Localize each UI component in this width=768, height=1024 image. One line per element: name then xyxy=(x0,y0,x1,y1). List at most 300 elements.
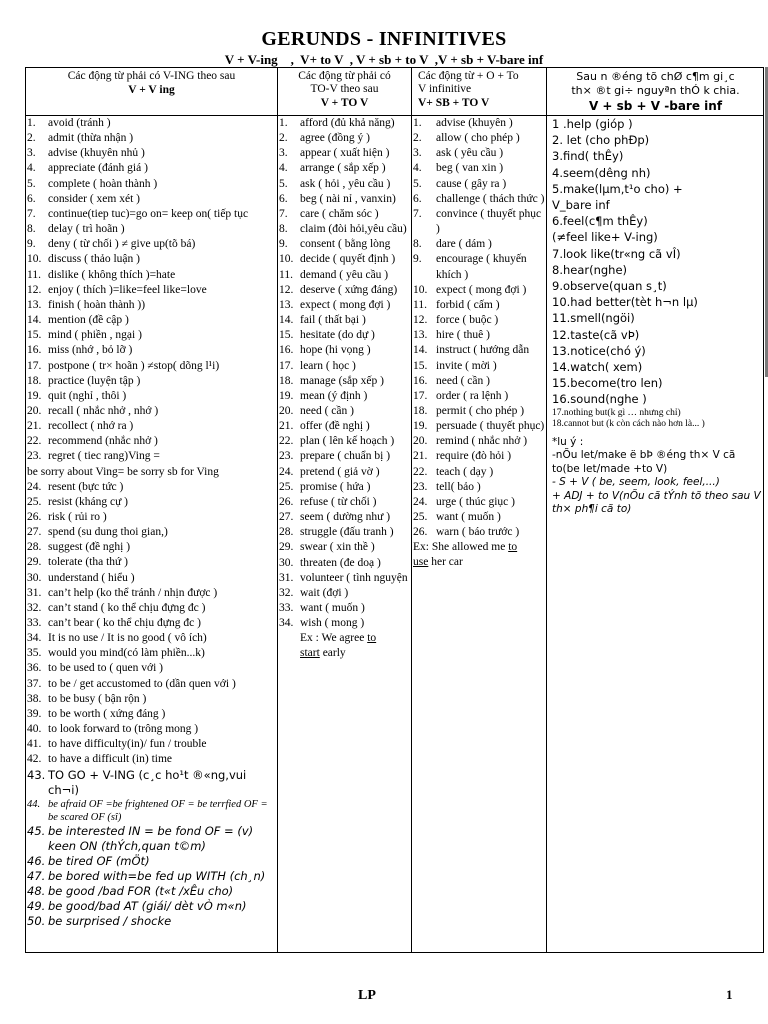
list-item xyxy=(412,252,546,282)
item-text: be interested IN = be fond OF = (v) keen ON (thÝch,quan t©m) xyxy=(48,823,254,853)
example-sentence xyxy=(278,631,411,661)
example-underlined: use xyxy=(413,556,429,569)
header-line: V infinitive xyxy=(418,83,472,95)
list-item xyxy=(26,449,277,464)
item-number: 10. xyxy=(413,283,428,296)
list-item xyxy=(278,525,411,540)
list-item xyxy=(278,177,411,192)
item-number: 4. xyxy=(27,162,36,175)
item-number: 28. xyxy=(27,541,42,554)
item-number: 19. xyxy=(279,389,294,402)
example-text: her car xyxy=(428,556,463,569)
item-number: 25. xyxy=(413,511,428,524)
list-item: 7.look like(tr«ng cã vÎ) xyxy=(552,246,681,261)
item-text: recommend (nhắc nhở ) xyxy=(48,435,158,448)
list-item xyxy=(412,298,546,313)
list-item xyxy=(26,752,277,767)
item-text: hesitate (do dự ) xyxy=(300,329,375,342)
item-number: 6. xyxy=(413,192,422,205)
item-text: ask ( yêu cầu ) xyxy=(436,147,504,160)
item-number: 25. xyxy=(27,495,42,508)
item-number: 21. xyxy=(27,420,42,433)
item-text: practice (luyện tập ) xyxy=(48,374,141,387)
item-number: 23. xyxy=(413,480,428,493)
list-item xyxy=(278,222,411,237)
item-number: 18. xyxy=(279,374,294,387)
item-text: to have a difficult (in) time xyxy=(48,753,173,766)
example-sentence xyxy=(412,540,546,570)
item-text: enjoy ( thích )=like=feel like=love xyxy=(48,283,207,296)
list-item xyxy=(412,177,546,192)
item-text: mind ( phiền , ngại ) xyxy=(48,329,142,342)
example-text: Ex : We agree xyxy=(300,632,368,645)
item-number: 37. xyxy=(27,677,42,690)
list-item: 14.watch( xem) xyxy=(552,360,643,375)
item-text: offer (đề nghị ) xyxy=(300,420,370,433)
item-number: 7. xyxy=(279,207,288,220)
item-text: allow ( cho phép ) xyxy=(436,132,520,145)
list-item xyxy=(26,404,277,419)
list-item xyxy=(278,540,411,555)
item-number: 26. xyxy=(413,526,428,539)
list-item xyxy=(26,677,277,692)
list-item xyxy=(278,556,411,571)
item-number: 32. xyxy=(27,601,42,614)
item-number: 3. xyxy=(27,147,36,160)
header-formula: V + sb + V -bare inf xyxy=(588,99,723,113)
item-number: 1. xyxy=(27,117,36,129)
verb-list xyxy=(26,824,277,929)
item-number: 23. xyxy=(279,450,294,463)
document-subtitle: V + V-ing , V+ to V , V + sb + to V ,V + sb + V-bare inf xyxy=(224,52,544,67)
item-text: seem ( dường như ) xyxy=(300,511,391,524)
list-item xyxy=(278,495,411,510)
item-text: permit ( cho phép ) xyxy=(436,404,525,417)
item-number: 22. xyxy=(279,435,294,448)
list-item xyxy=(278,131,411,146)
list-item xyxy=(412,480,546,495)
list-item: 11.smell(ngöi) xyxy=(552,311,635,326)
list-item: 6.feel(c¶m thÊy) xyxy=(552,214,648,229)
list-item xyxy=(412,374,546,389)
item-number: 12. xyxy=(279,283,294,296)
item-text: advise (khuyên ) xyxy=(436,117,513,129)
list-item xyxy=(26,899,277,914)
item-text: refuse ( từ chối ) xyxy=(300,495,377,508)
list-item xyxy=(278,252,411,267)
item-text: wait (đợi ) xyxy=(300,586,349,599)
item-number: 31. xyxy=(27,586,42,599)
footer-initials: LP xyxy=(358,988,376,1003)
list-item xyxy=(278,359,411,374)
item-text: urge ( thúc giục ) xyxy=(436,495,515,508)
item-number: 16. xyxy=(413,374,428,387)
item-text: consent ( bằng lòng xyxy=(300,238,391,251)
item-number: 18. xyxy=(413,404,428,417)
item-number: 13. xyxy=(413,329,428,342)
item-text: would you mind(có làm phiền...k) xyxy=(48,647,205,660)
list-item: 15.become(tro len) xyxy=(552,376,663,391)
list-item xyxy=(278,313,411,328)
item-text: discuss ( thảo luận ) xyxy=(48,253,140,266)
verb-list xyxy=(26,480,277,768)
example-text: Ex: She allowed me xyxy=(413,541,509,554)
item-number: 17. xyxy=(413,389,428,402)
item-text: cause ( gây ra ) xyxy=(436,177,507,190)
item-text: delay ( trì hoãn ) xyxy=(48,223,125,236)
list-item xyxy=(278,268,411,283)
list-item xyxy=(412,419,546,434)
item-number: 14. xyxy=(413,344,428,357)
list-item xyxy=(278,449,411,464)
item-number: 10. xyxy=(279,253,294,266)
header-formula: V + V ing xyxy=(128,84,175,96)
item-number: 31. xyxy=(279,571,294,584)
list-item xyxy=(26,328,277,343)
list-item xyxy=(26,869,277,884)
item-number: 5. xyxy=(413,177,422,190)
column-bare-inf xyxy=(547,68,764,952)
document-title: GERUNDS - INFINITIVES xyxy=(261,28,507,50)
item-text: recollect ( nhớ ra ) xyxy=(48,420,134,433)
item-number: 1. xyxy=(279,117,288,129)
item-text: to be used to ( quen với ) xyxy=(48,662,163,675)
item-number: 23. xyxy=(27,450,42,463)
item-number: 15. xyxy=(413,359,428,372)
item-text: mean (ý định ) xyxy=(300,389,368,402)
list-item xyxy=(26,510,277,525)
item-number: 47. xyxy=(27,868,46,883)
item-number: 8. xyxy=(279,223,288,236)
item-text: expect ( mong đợi ) xyxy=(300,298,391,311)
item-number: 45. xyxy=(27,823,46,838)
item-text: teach ( dạy ) xyxy=(436,465,494,478)
item-text: appear ( xuất hiện ) xyxy=(300,147,390,160)
item-number: 46. xyxy=(27,853,46,868)
item-number: 27. xyxy=(279,511,294,524)
list-item xyxy=(412,434,546,449)
item-number: 11. xyxy=(279,268,293,281)
list-item xyxy=(26,434,277,449)
item-number: 2. xyxy=(27,132,36,145)
item-text: hire ( thuê ) xyxy=(436,329,490,342)
list-item xyxy=(26,586,277,601)
list-item xyxy=(26,722,277,737)
verb-list xyxy=(412,116,546,540)
item-number: 9. xyxy=(279,238,288,251)
grammar-table xyxy=(25,67,764,953)
item-text: decide ( quyết định ) xyxy=(300,253,396,266)
list-item xyxy=(412,116,546,131)
note-line: be sorry about Ving= be sorry sb for Ving xyxy=(27,465,219,478)
item-text: be afraid OF =be frightened OF = be terrfied OF = be scared OF (sî) xyxy=(48,798,268,823)
item-number: 25. xyxy=(279,480,294,493)
list-item: 18.cannot but (k còn cách nào hơn là... ) xyxy=(552,418,705,429)
header-line: TO-V theo sau xyxy=(310,83,379,95)
list-item xyxy=(278,571,411,586)
list-item xyxy=(278,616,411,631)
notes-title: *lu ý : xyxy=(552,435,584,448)
list-item xyxy=(26,601,277,616)
item-number: 22. xyxy=(413,465,428,478)
list-item xyxy=(26,298,277,313)
item-number: 26. xyxy=(279,495,294,508)
item-number: 20. xyxy=(27,404,42,417)
item-number: 7. xyxy=(27,207,36,220)
list-item xyxy=(26,854,277,869)
list-item: 16.sound(nghe ) xyxy=(552,392,647,407)
list-item xyxy=(412,161,546,176)
item-text: want ( muốn ) xyxy=(436,511,501,524)
list-item xyxy=(26,313,277,328)
item-text: miss (nhớ , bỏ lỡ ) xyxy=(48,344,133,357)
item-number: 5. xyxy=(27,177,36,190)
item-text: TO GO + V-ING (c¸c ho¹t ®«ng,vui ch¬i) xyxy=(48,767,247,797)
item-number: 44. xyxy=(27,798,41,810)
list-item xyxy=(26,343,277,358)
item-text: tolerate (tha thứ ) xyxy=(48,556,128,569)
list-item xyxy=(412,283,546,298)
item-text: swear ( xin thề ) xyxy=(300,541,375,554)
header-line: Các động từ phải có V-ING theo sau xyxy=(67,70,236,82)
header-formula: V + TO V xyxy=(320,97,369,109)
item-text: prepare ( chuẩn bị ) xyxy=(300,450,391,463)
item-text: beg ( nài nỉ , vanxin) xyxy=(300,192,396,205)
list-item xyxy=(26,661,277,676)
list-item: 9.observe(quan s¸t) xyxy=(552,279,667,294)
item-text: persuade ( thuyết phục) xyxy=(436,420,545,433)
item-number: 26. xyxy=(27,510,42,523)
item-number: 12. xyxy=(413,314,428,327)
item-number: 24. xyxy=(279,465,294,478)
verb-list xyxy=(278,116,411,631)
list-item xyxy=(278,237,411,252)
list-item xyxy=(26,146,277,161)
item-number: 30. xyxy=(279,556,294,569)
item-text: admit (thừa nhận ) xyxy=(48,132,134,145)
item-text: challenge ( thách thức ) xyxy=(436,192,545,205)
item-text: appreciate (đánh giá ) xyxy=(48,162,148,175)
item-number: 12. xyxy=(27,283,42,296)
item-text: to have difficulty(in)/ fun / trouble xyxy=(48,738,207,751)
list-item xyxy=(412,313,546,328)
list-item xyxy=(412,449,546,464)
list-item xyxy=(26,616,277,631)
list-item xyxy=(26,480,277,495)
item-text: recall ( nhắc nhở , nhớ ) xyxy=(48,404,159,417)
item-text: to be / get accustomed to (dần quen với ) xyxy=(48,677,236,690)
item-text: mention (đề cập ) xyxy=(48,314,129,327)
item-text: to look forward to (trông mong ) xyxy=(48,723,199,736)
list-item xyxy=(278,146,411,161)
item-text: avoid (tránh ) xyxy=(48,117,111,129)
list-item xyxy=(412,404,546,419)
item-number: 34. xyxy=(27,632,42,645)
item-text: require (đò hỏi ) xyxy=(436,450,512,463)
item-number: 22. xyxy=(27,435,42,448)
item-text: can’t help (ko thể tránh / nhịn được ) xyxy=(48,586,218,599)
column-header xyxy=(26,68,277,116)
list-item: 8.hear(nghe) xyxy=(552,262,628,277)
column-v-ing xyxy=(26,68,278,952)
item-number: 29. xyxy=(279,541,294,554)
item-number: 28. xyxy=(279,526,294,539)
item-number: 39. xyxy=(27,707,42,720)
item-number: 11. xyxy=(27,268,41,281)
list-item xyxy=(26,737,277,752)
item-text: fail ( thất bại ) xyxy=(300,314,366,327)
header-formula: V+ SB + TO V xyxy=(418,97,490,109)
list-item xyxy=(412,389,546,404)
item-text: agree (đồng ý ) xyxy=(300,132,370,145)
list-item xyxy=(26,692,277,707)
item-text: struggle (đấu tranh ) xyxy=(300,526,394,539)
list-item xyxy=(278,343,411,358)
item-text: understand ( hiểu ) xyxy=(48,571,135,584)
item-text: dislike ( không thích )=hate xyxy=(48,268,176,281)
header-line: th× ®t gi÷ nguyªn thÓ k chia. xyxy=(571,84,740,97)
list-item xyxy=(278,298,411,313)
list-item xyxy=(278,480,411,495)
list-item xyxy=(26,222,277,237)
item-number: 5. xyxy=(279,177,288,190)
item-text: consider ( xem xét ) xyxy=(48,192,140,205)
list-item xyxy=(412,192,546,207)
item-text: to be worth ( xứng đáng ) xyxy=(48,707,166,720)
list-item xyxy=(26,131,277,146)
item-text: demand ( yêu cầu ) xyxy=(300,268,389,281)
item-number: 24. xyxy=(27,480,42,493)
list-item xyxy=(278,434,411,449)
verb-list xyxy=(26,116,277,465)
item-number: 4. xyxy=(279,162,288,175)
item-number: 6. xyxy=(279,192,288,205)
note-line: -nÕu let/make ë bÞ ®éng th× V cã to(be let/made +to V) xyxy=(552,449,736,475)
item-text: be surprised / shocke xyxy=(48,913,172,928)
item-text: manage (sắp xếp ) xyxy=(300,374,384,387)
item-number: 19. xyxy=(413,420,428,433)
header-line: Sau n ®éng tõ chØ c¶m gi¸c xyxy=(576,70,735,83)
list-item xyxy=(26,798,277,824)
item-text: warn ( báo trước ) xyxy=(436,526,520,539)
item-number: 40. xyxy=(27,723,42,736)
list-item xyxy=(278,161,411,176)
list-item: 5.make(lµm,t¹o cho) + xyxy=(552,181,683,196)
item-text: advise (khuyên nhủ ) xyxy=(48,147,145,160)
list-item xyxy=(26,884,277,899)
list-item: 3.find( thÊy) xyxy=(552,149,624,164)
column-sb-to-v xyxy=(412,68,547,952)
item-number: 43. xyxy=(27,767,46,782)
list-item: 2. let (cho phÐp) xyxy=(552,133,650,148)
list-item: 17.nothing but(k gì … nhưng chỉ) xyxy=(552,407,681,418)
list-item: V_bare inf xyxy=(552,198,610,213)
item-text: expect ( mong đợi ) xyxy=(436,283,527,296)
item-text: want ( muốn ) xyxy=(300,602,365,614)
item-number: 34. xyxy=(279,617,294,630)
list-item xyxy=(26,283,277,298)
list-item: 4.seem(dêng nh) xyxy=(552,165,651,180)
item-number: 36. xyxy=(27,662,42,675)
list-item xyxy=(26,268,277,283)
item-text: deny ( từ chối ) ≠ give up(tõ bá) xyxy=(48,238,196,251)
list-item: 12.taste(cã vÞ) xyxy=(552,327,640,342)
list-item xyxy=(26,389,277,404)
list-item xyxy=(278,586,411,601)
item-text: instruct ( hướng dẫn xyxy=(436,344,530,357)
item-text: volunteer ( tình nguyện xyxy=(300,571,408,584)
list-item xyxy=(26,540,277,555)
list-item xyxy=(412,510,546,525)
item-text: pretend ( giả vờ ) xyxy=(300,465,380,478)
item-text: learn ( học ) xyxy=(300,359,356,372)
list-item xyxy=(26,374,277,389)
item-text: arrange ( sắp xếp ) xyxy=(300,162,386,175)
list-item xyxy=(26,768,277,798)
item-number: 10. xyxy=(27,253,42,266)
list-item xyxy=(26,177,277,192)
verb-list xyxy=(26,768,277,824)
list-item xyxy=(26,707,277,722)
verb-list xyxy=(547,116,764,430)
list-item xyxy=(412,495,546,510)
item-number: 41. xyxy=(27,738,42,751)
item-number: 16. xyxy=(279,344,294,357)
item-number: 21. xyxy=(279,420,294,433)
column-header xyxy=(278,68,411,116)
item-number: 38. xyxy=(27,692,42,705)
item-text: beg ( van xin ) xyxy=(436,162,504,175)
item-text: wish ( mong ) xyxy=(300,617,365,630)
item-number: 29. xyxy=(27,556,42,569)
list-item xyxy=(26,824,277,854)
item-number: 14. xyxy=(27,314,42,327)
item-number: 3. xyxy=(413,147,422,160)
list-item xyxy=(278,283,411,298)
item-text: forbid ( cấm ) xyxy=(436,298,500,311)
item-text: be tired OF (mÖt) xyxy=(48,853,150,868)
list-item xyxy=(26,207,277,222)
note-line: + ADJ + to V(nÕu cã tÝnh tõ theo sau V th× ph¶i cã to) xyxy=(552,489,761,516)
item-text: convince ( thuyết phục ) xyxy=(436,207,542,236)
item-text: threaten (đe doạ ) xyxy=(300,556,381,569)
item-number: 16. xyxy=(27,344,42,357)
example-text: early xyxy=(319,647,346,660)
item-text: hope (hi vọng ) xyxy=(300,344,371,357)
list-item xyxy=(412,207,546,237)
header-line: Các động từ + O + To xyxy=(418,70,519,82)
item-number: 17. xyxy=(27,359,42,372)
item-number: 18. xyxy=(27,374,42,387)
item-text: dare ( dám ) xyxy=(436,238,492,251)
item-text: plan ( lên kế hoạch ) xyxy=(300,435,395,448)
item-text: risk ( rủi ro ) xyxy=(48,510,107,523)
item-text: afford (đủ khả năng) xyxy=(300,117,395,129)
page-number: 1 xyxy=(726,987,733,1002)
item-text: invite ( mời ) xyxy=(436,359,497,372)
column-header xyxy=(547,68,764,116)
item-text: remind ( nhắc nhở ) xyxy=(436,435,528,448)
list-item xyxy=(26,555,277,570)
item-text: claim (đòi hỏi,yêu cầu) xyxy=(300,223,407,236)
list-item xyxy=(278,328,411,343)
note-line: - S + V ( be, seem, look, feel,...) xyxy=(552,476,720,489)
item-number: 42. xyxy=(27,753,42,766)
item-text: deserve ( xứng đáng) xyxy=(300,283,398,296)
list-item xyxy=(26,237,277,252)
list-item: 13.notice(chó ý) xyxy=(552,343,646,358)
item-number: 3. xyxy=(279,147,288,160)
